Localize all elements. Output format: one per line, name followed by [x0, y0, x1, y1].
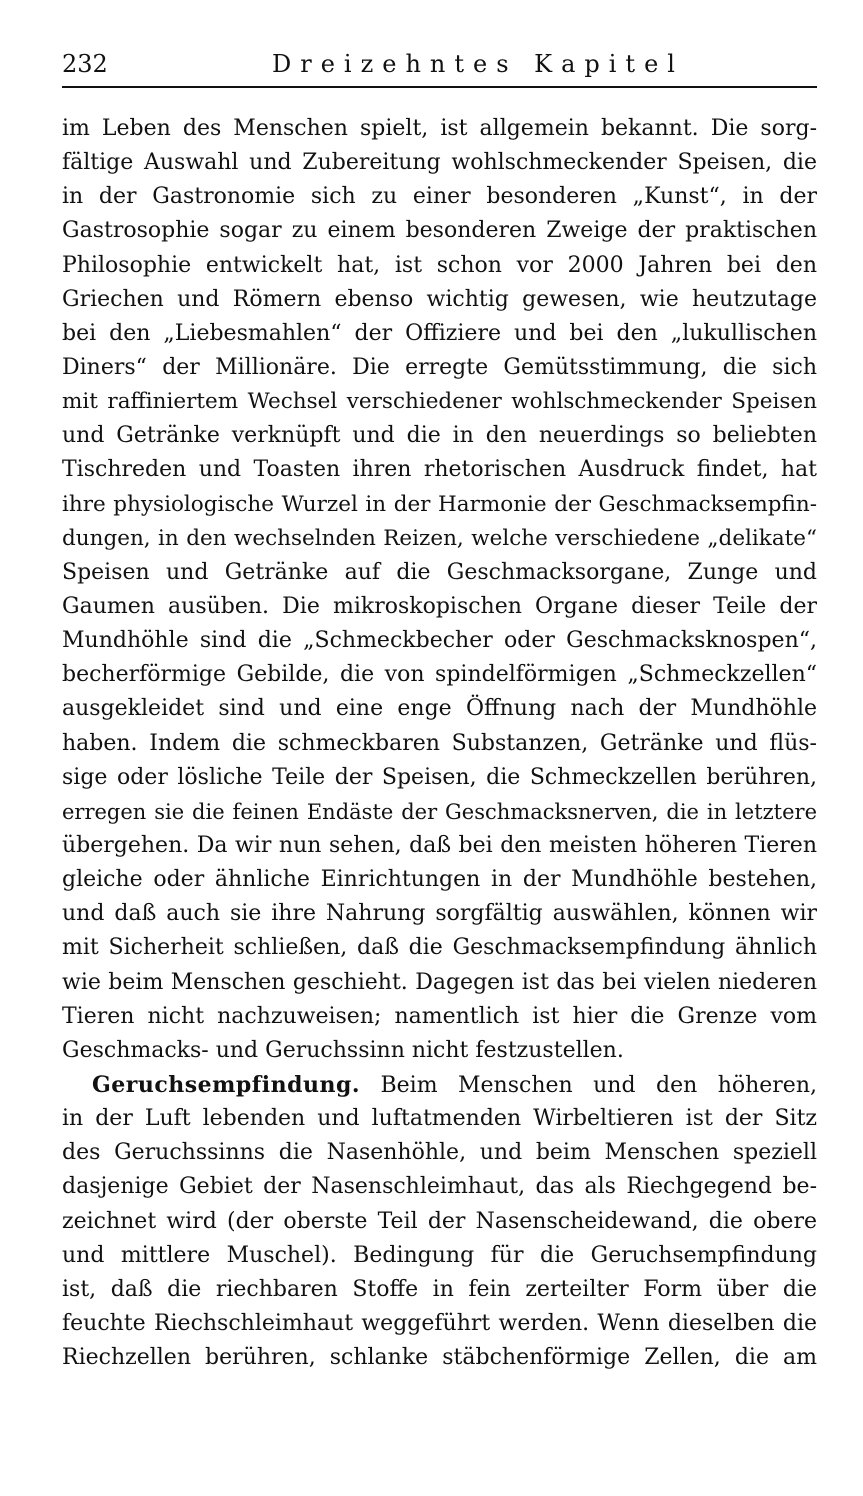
text-line: Riechzellen berühren, schlanke stäbchenförmige Zellen, die am [62, 1345, 817, 1371]
text-line: Speisen und Getränke auf die Geschmacksorgane, Zunge und [62, 559, 817, 585]
section-heading: Geruchsempfindung. [92, 1071, 361, 1098]
text-line: Griechen und Römern ebenso wichtig gewesen, wie heutzutage [62, 286, 817, 312]
paragraph [62, 112, 817, 1068]
text-line: fältige Auswahl und Zubereitung wohlschmeckender Speisen, die [62, 150, 817, 176]
text-line: und Getränke verknüpft und die in den neuerdings so beliebten [62, 423, 817, 449]
text-line: ihre physiologische Wurzel in der Harmonie der Geschmacksempfin- [62, 491, 817, 517]
text-line: und mittlere Muschel). Bedingung für die Geruchsempfindung [62, 1242, 817, 1268]
page-number: 232 [62, 50, 108, 78]
text-line: Tieren nicht nachzuweisen; namentlich ist hier die Grenze vom [62, 1003, 817, 1029]
body-text [62, 112, 817, 1375]
text-line: Philosophie entwickelt hat, ist schon vor 2000 Jahren bei den [62, 252, 817, 278]
text-line: sige oder lösliche Teile der Speisen, die Schmeckzellen berühren, [62, 764, 817, 790]
text-line: feuchte Riechschleimhaut weggeführt werden. Wenn dieselben die [62, 1310, 817, 1336]
text-line: becherförmige Gebilde, die von spindelförmigen „Schmeckzellen“ [62, 662, 817, 688]
text-line: ausgekleidet sind und eine enge Öffnung nach der Mundhöhle [62, 696, 817, 722]
text-line: mit Sicherheit schließen, daß die Geschmacksempfindung ähnlich [62, 935, 817, 961]
text-line: im Leben des Menschen spielt, ist allgemein bekannt. Die sorg- [62, 116, 817, 141]
text-line: Mundhöhle sind die „Schmeckbecher oder Geschmacksknospen“, [62, 628, 817, 654]
text-line: Gastrosophie sogar zu einem besonderen Zweige der praktischen [62, 218, 817, 244]
text-line: Tischreden und Toasten ihren rhetorischen Ausdruck findet, hat [62, 457, 817, 483]
text-line: haben. Indem die schmeckbaren Substanzen, Getränke und flüs- [62, 730, 817, 756]
text-line: erregen sie die feinen Endäste der Geschmacksnerven, die in letztere [62, 799, 817, 824]
text-line: dasjenige Gebiet der Nasenschleimhaut, das als Riechgegend be- [62, 1174, 817, 1200]
chapter-title: Dreizehntes Kapitel [272, 50, 684, 78]
text-line: des Geruchssinns die Nasenhöhle, und beim Menschen speziell [62, 1140, 817, 1166]
heading-line-text: Beim Menschen und den höheren, [380, 1072, 817, 1098]
text-line: in der Gastronomie sich zu einer besonderen „Kunst“, in der [62, 184, 817, 210]
text-line [62, 1068, 817, 1102]
text-line: gleiche oder ähnliche Einrichtungen in der Mundhöhle bestehen, [62, 867, 817, 893]
text-line: in der Luft lebenden und luftatmenden Wirbeltieren ist der Sitz [62, 1106, 817, 1132]
text-line: mit raffiniertem Wechsel verschiedener wohlschmeckender Speisen [62, 389, 817, 415]
text-line: bei den „Liebesmahlen“ der Offiziere und bei den „lukullischen [62, 320, 817, 346]
text-line: Diners“ der Millionäre. Die erregte Gemütsstimmung, die sich [62, 354, 817, 380]
text-line: zeichnet wird (der oberste Teil der Nasenscheidewand, die obere [62, 1208, 817, 1234]
text-line: ist, daß die riechbaren Stoffe in fein zerteilter Form über die [62, 1276, 817, 1302]
text-line: und daß auch sie ihre Nahrung sorgfältig auswählen, können wir [62, 901, 817, 927]
running-head [62, 46, 817, 88]
text-line: wie beim Menschen geschieht. Dagegen ist das bei vielen niederen [62, 969, 817, 995]
text-line: Geschmacks- und Geruchssinn nicht festzustellen. [62, 1037, 624, 1063]
text-line: dungen, in den wechselnden Reizen, welche verschiedene „delikate“ [62, 525, 817, 551]
text-line: übergehen. Da wir nun sehen, daß bei den meisten höheren Tieren [62, 832, 817, 858]
paragraph [62, 1068, 817, 1375]
text-line: Gaumen ausüben. Die mikroskopischen Organe dieser Teile der [62, 593, 817, 619]
